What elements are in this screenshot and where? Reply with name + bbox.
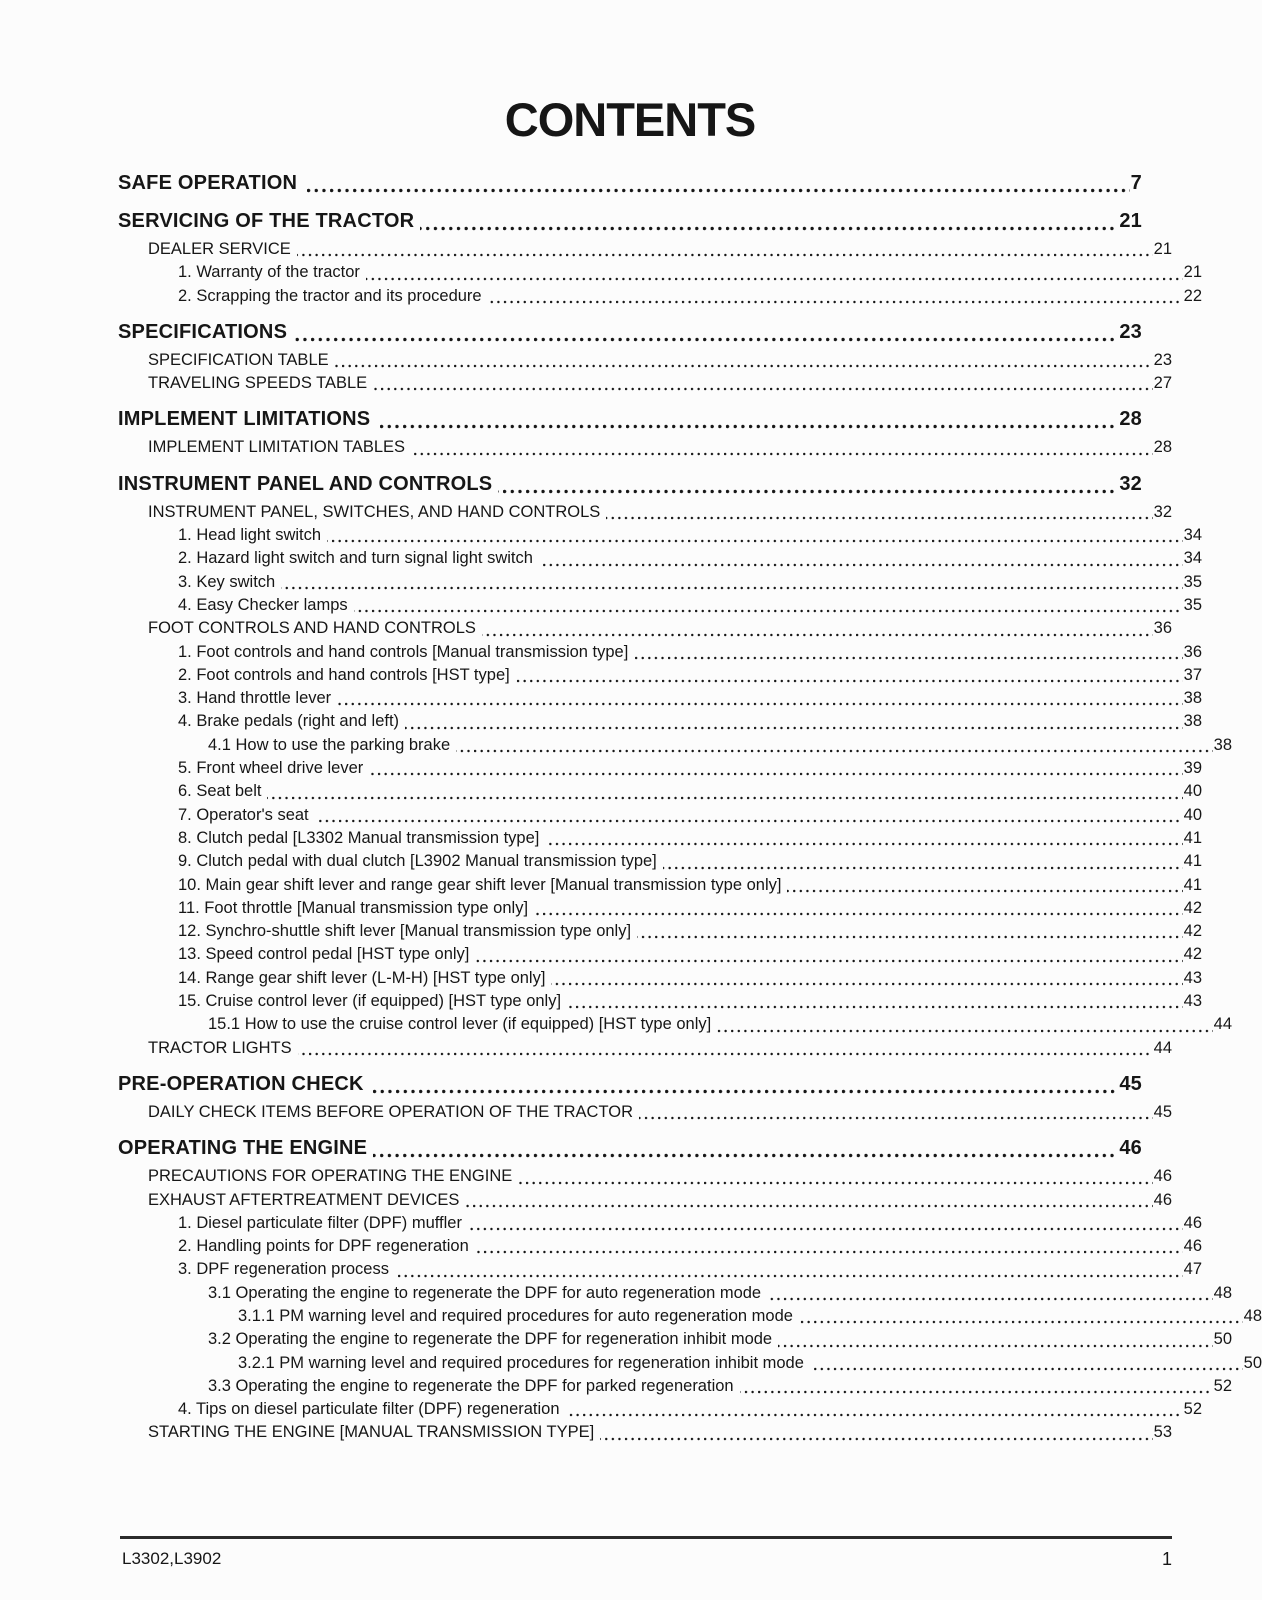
toc-entry-label: 14. Range gear shift lever (L-M-H) [HST type only] bbox=[178, 968, 546, 987]
toc-entry-label: 12. Synchro-shuttle shift lever [Manual transmission type only] bbox=[178, 922, 632, 941]
dot-leader bbox=[395, 1274, 1183, 1278]
toc-entry-label: EXHAUST AFTERTREATMENT DEVICES bbox=[148, 1190, 460, 1209]
toc-entry-row bbox=[118, 617, 1172, 640]
toc-entry-page: 21 bbox=[1153, 240, 1172, 258]
dot-leader bbox=[717, 1029, 1212, 1033]
toc-entry-row bbox=[118, 1398, 1202, 1421]
toc-entry-page: 50 bbox=[1213, 1330, 1232, 1349]
toc-entry-page: 45 bbox=[1153, 1102, 1172, 1121]
dot-leader bbox=[335, 364, 1153, 368]
toc-chapter-row bbox=[118, 319, 1142, 346]
toc-entry-label: 10. Main gear shift lever and range gear shift lever [Manual transmission type only] bbox=[178, 875, 782, 894]
toc-entry-row bbox=[118, 1165, 1172, 1188]
toc-entry-label: 11. Foot throttle [Manual transmission type only] bbox=[178, 898, 529, 917]
toc-entry-row bbox=[118, 594, 1202, 617]
toc-entry-label: DEALER SERVICE bbox=[148, 240, 291, 258]
toc-entry-label: 15.1 How to use the cruise control lever (if equipped) [HST type only] bbox=[208, 1015, 712, 1034]
dot-leader bbox=[606, 516, 1152, 520]
toc-entry-page: 35 bbox=[1183, 572, 1202, 591]
dot-leader bbox=[534, 912, 1183, 916]
toc-entry-label: IMPLEMENT LIMITATIONS bbox=[118, 408, 371, 431]
toc-entry-page: 37 bbox=[1183, 665, 1202, 684]
toc-entry-page: 27 bbox=[1153, 374, 1172, 393]
dot-leader bbox=[475, 1250, 1183, 1254]
toc-entry-label: 3.3 Operating the engine to regenerate the DPF for parked regeneration bbox=[208, 1376, 734, 1395]
dot-leader bbox=[566, 1413, 1183, 1417]
toc-entry-page: 53 bbox=[1153, 1423, 1172, 1442]
footer-divider bbox=[120, 1536, 1172, 1539]
toc-entry-label: OPERATING THE ENGINE bbox=[118, 1137, 368, 1160]
toc-entry-page: 39 bbox=[1183, 759, 1202, 778]
toc-entry-page: 46 bbox=[1119, 1137, 1142, 1160]
toc-entry-label: 4. Tips on diesel particulate filter (DPF) regeneration bbox=[178, 1400, 560, 1419]
toc-entry-row bbox=[118, 1189, 1172, 1212]
dot-leader bbox=[411, 452, 1153, 456]
toc-entry-row bbox=[118, 1282, 1232, 1305]
toc-entry-page: 42 bbox=[1183, 945, 1202, 964]
toc-entry-page: 38 bbox=[1213, 735, 1232, 754]
dot-leader bbox=[420, 226, 1118, 231]
dot-leader bbox=[468, 1227, 1183, 1231]
page-title: CONTENTS bbox=[504, 93, 756, 146]
toc-entry-page: 41 bbox=[1183, 828, 1202, 847]
toc-entry-label: DAILY CHECK ITEMS BEFORE OPERATION OF THE TRACTOR bbox=[148, 1102, 633, 1121]
toc-entry-page: 46 bbox=[1183, 1213, 1202, 1232]
dot-leader bbox=[482, 633, 1153, 637]
toc-entry-page: 46 bbox=[1183, 1237, 1202, 1256]
toc-entry-row bbox=[118, 943, 1202, 966]
dot-leader bbox=[354, 609, 1183, 613]
dot-leader bbox=[518, 1181, 1152, 1185]
toc-entry-label: INSTRUMENT PANEL AND CONTROLS bbox=[118, 472, 493, 495]
toc-entry-label: SPECIFICATIONS bbox=[118, 320, 288, 343]
toc-entry-row bbox=[118, 1328, 1232, 1351]
toc-entry-row bbox=[118, 372, 1172, 395]
toc-entry-page: 40 bbox=[1183, 805, 1202, 824]
toc-entry-page: 44 bbox=[1153, 1038, 1172, 1057]
toc-entry-row bbox=[118, 710, 1202, 733]
toc-entry-row bbox=[118, 501, 1172, 524]
dot-leader bbox=[810, 1367, 1243, 1371]
toc-entry-row bbox=[118, 897, 1202, 920]
dot-leader bbox=[366, 277, 1183, 281]
toc-entry-label: 2. Scrapping the tractor and its procedure bbox=[178, 286, 482, 305]
toc-entry-label: 4.1 How to use the parking brake bbox=[208, 735, 451, 754]
toc-chapter-row bbox=[118, 1071, 1142, 1098]
toc-entry-label: 4. Easy Checker lamps bbox=[178, 595, 348, 614]
toc-entry-row bbox=[118, 874, 1202, 897]
dot-leader bbox=[778, 1344, 1213, 1348]
toc-entry-page: 34 bbox=[1183, 549, 1202, 568]
toc-entry-row bbox=[118, 1013, 1232, 1036]
toc-entry-row bbox=[118, 664, 1202, 687]
toc-entry-label: 7. Operator's seat bbox=[178, 805, 309, 824]
toc-entry-label: 2. Hazard light switch and turn signal light switch bbox=[178, 549, 533, 568]
toc-entry-row bbox=[118, 1212, 1202, 1235]
toc-entry-page: 46 bbox=[1153, 1167, 1172, 1186]
toc-entry-row bbox=[118, 261, 1202, 284]
footer-page-number: 1 bbox=[1161, 1549, 1172, 1569]
toc-entry-row bbox=[118, 1305, 1262, 1328]
toc-entry-label: 2. Foot controls and hand controls [HST type] bbox=[178, 665, 510, 684]
toc-entry-row bbox=[118, 571, 1202, 594]
toc-entry-page: 35 bbox=[1183, 595, 1202, 614]
dot-leader bbox=[281, 586, 1182, 590]
toc-entry-label: TRAVELING SPEEDS TABLE bbox=[148, 374, 368, 393]
dot-leader bbox=[787, 889, 1182, 893]
toc-entry-page: 44 bbox=[1213, 1015, 1232, 1034]
dot-leader bbox=[303, 188, 1130, 193]
dot-leader bbox=[465, 1204, 1152, 1208]
toc-entry-row bbox=[118, 1101, 1172, 1124]
toc-entry-page: 23 bbox=[1119, 320, 1142, 343]
toc-entry-label: 1. Head light switch bbox=[178, 526, 322, 545]
toc-entry-label: 3.2.1 PM warning level and required procedures for regeneration inhibit mode bbox=[238, 1353, 804, 1372]
dot-leader bbox=[298, 1052, 1153, 1056]
toc-entry-label: 8. Clutch pedal [L3302 Manual transmission type] bbox=[178, 828, 540, 847]
toc-entry-label: 3. Hand throttle lever bbox=[178, 689, 332, 708]
dot-leader bbox=[516, 679, 1183, 683]
toc-entry-page: 28 bbox=[1153, 438, 1172, 457]
toc-entry-label: 4. Brake pedals (right and left) bbox=[178, 712, 400, 731]
toc-entry-page: 46 bbox=[1153, 1190, 1172, 1209]
toc-entry-page: 7 bbox=[1130, 172, 1142, 194]
toc-entry-row bbox=[118, 641, 1202, 664]
toc-entry-page: 48 bbox=[1213, 1283, 1232, 1302]
dot-leader bbox=[456, 749, 1212, 753]
toc-entry-label: PRE-OPERATION CHECK bbox=[118, 1072, 364, 1095]
dot-leader bbox=[267, 796, 1182, 800]
dot-leader bbox=[488, 300, 1183, 304]
dot-leader bbox=[327, 539, 1183, 543]
toc-chapter-row bbox=[118, 208, 1142, 235]
toc-entry-row bbox=[118, 547, 1202, 570]
toc-entry-label: SPECIFICATION TABLE bbox=[148, 350, 329, 369]
toc-entry-label: 3.1 Operating the engine to regenerate the DPF for auto regeneration mode bbox=[208, 1283, 762, 1302]
toc-entry-row bbox=[118, 1235, 1202, 1258]
toc-entry-row bbox=[118, 524, 1202, 547]
dot-leader bbox=[498, 489, 1118, 494]
dot-leader bbox=[740, 1390, 1213, 1394]
dot-leader bbox=[315, 819, 1183, 823]
toc-entry-row bbox=[118, 990, 1202, 1013]
toc-entry-page: 36 bbox=[1183, 642, 1202, 661]
toc-entry-row bbox=[118, 1352, 1262, 1375]
footer-model-label: L3302,L3902 bbox=[122, 1549, 222, 1568]
dot-leader bbox=[405, 726, 1183, 730]
toc-entry-page: 43 bbox=[1183, 968, 1202, 987]
toc-entry-row bbox=[118, 780, 1202, 803]
toc-entry-label: TRACTOR LIGHTS bbox=[148, 1038, 292, 1057]
toc-chapter-row bbox=[118, 170, 1142, 197]
toc-entry-label: 6. Seat belt bbox=[178, 782, 262, 801]
toc-entry-label: 3.2 Operating the engine to regenerate the DPF for regeneration inhibit mode bbox=[208, 1330, 773, 1349]
toc-entry-page: 41 bbox=[1183, 875, 1202, 894]
dot-leader bbox=[637, 935, 1183, 939]
toc-entry-label: 1. Foot controls and hand controls [Manual transmission type] bbox=[178, 642, 629, 661]
toc-chapter-row bbox=[118, 406, 1142, 433]
toc-chapter-row bbox=[118, 471, 1142, 498]
toc-entry-label: INSTRUMENT PANEL, SWITCHES, AND HAND CONTROLS bbox=[148, 502, 601, 521]
toc-chapter-row bbox=[118, 1135, 1142, 1162]
toc-entry-label: 2. Handling points for DPF regeneration bbox=[178, 1237, 469, 1256]
dot-leader bbox=[600, 1437, 1152, 1441]
toc-entry-label: 1. Diesel particulate filter (DPF) muffler bbox=[178, 1213, 462, 1232]
toc-entry-label: SERVICING OF THE TRACTOR bbox=[118, 210, 415, 232]
toc-entry-row bbox=[118, 349, 1172, 372]
toc-entry-page: 52 bbox=[1183, 1400, 1202, 1419]
dot-leader bbox=[337, 702, 1182, 706]
toc-entry-label: 13. Speed control pedal [HST type only] bbox=[178, 945, 470, 964]
toc-entry-row bbox=[118, 238, 1172, 261]
toc-entry-row bbox=[118, 285, 1202, 308]
toc-entry-row bbox=[118, 687, 1202, 710]
toc-entry-row bbox=[118, 920, 1202, 943]
toc-entry-row bbox=[118, 804, 1202, 827]
dot-leader bbox=[663, 866, 1183, 870]
toc-entry-page: 32 bbox=[1153, 502, 1172, 521]
toc-entry-page: 40 bbox=[1183, 782, 1202, 801]
toc-entry-label: IMPLEMENT LIMITATION TABLES bbox=[148, 438, 406, 457]
toc-entry-row bbox=[118, 967, 1202, 990]
dot-leader bbox=[373, 1153, 1118, 1158]
toc-entry-label: FOOT CONTROLS AND HAND CONTROLS bbox=[148, 619, 476, 638]
toc-entry-page: 32 bbox=[1119, 472, 1142, 495]
toc-entry-row bbox=[118, 436, 1172, 459]
toc-entry-row bbox=[118, 757, 1202, 780]
toc-entry-page: 42 bbox=[1183, 922, 1202, 941]
toc-entry-page: 22 bbox=[1183, 286, 1202, 305]
toc-entry-label: 3.1.1 PM warning level and required procedures for auto regeneration mode bbox=[238, 1306, 793, 1325]
toc-entry-row bbox=[118, 734, 1232, 757]
dot-leader bbox=[539, 563, 1183, 567]
toc-entry-row bbox=[118, 1421, 1172, 1444]
toc-entry-label: 1. Warranty of the tractor bbox=[178, 263, 360, 282]
toc-entry-page: 38 bbox=[1183, 712, 1202, 731]
dot-leader bbox=[293, 337, 1118, 342]
toc-entry-page: 52 bbox=[1213, 1376, 1232, 1395]
toc-entry-row bbox=[118, 1375, 1232, 1398]
toc-entry-page: 38 bbox=[1183, 689, 1202, 708]
dot-leader bbox=[376, 424, 1118, 429]
toc-entry-row bbox=[118, 1037, 1172, 1060]
dot-leader bbox=[545, 842, 1182, 846]
toc-entry-label: 3. Key switch bbox=[178, 572, 276, 591]
toc-entry-page: 43 bbox=[1183, 992, 1202, 1011]
dot-leader bbox=[373, 387, 1152, 391]
toc-entry-row bbox=[118, 827, 1202, 850]
toc-entry-row bbox=[118, 850, 1202, 873]
toc-entry-page: 28 bbox=[1119, 408, 1142, 431]
toc-entry-page: 45 bbox=[1119, 1072, 1142, 1095]
dot-leader bbox=[370, 1089, 1119, 1094]
toc-entry-label: 3. DPF regeneration process bbox=[178, 1260, 389, 1279]
toc-entry-page: 47 bbox=[1183, 1260, 1202, 1279]
toc-entry-page: 34 bbox=[1183, 526, 1202, 545]
dot-leader bbox=[369, 772, 1182, 776]
dot-leader bbox=[567, 1005, 1183, 1009]
dot-leader bbox=[634, 656, 1182, 660]
toc-entry-page: 48 bbox=[1243, 1306, 1262, 1325]
toc-entry-page: 36 bbox=[1153, 619, 1172, 638]
toc-entry-page: 42 bbox=[1183, 898, 1202, 917]
toc-entry-label: PRECAUTIONS FOR OPERATING THE ENGINE bbox=[148, 1167, 513, 1186]
toc-entry-page: 21 bbox=[1119, 210, 1142, 232]
dot-leader bbox=[475, 959, 1182, 963]
toc-entry-row bbox=[118, 1258, 1202, 1281]
toc-entry-label: 5. Front wheel drive lever bbox=[178, 759, 364, 778]
toc-entry-page: 21 bbox=[1183, 263, 1202, 282]
dot-leader bbox=[551, 982, 1182, 986]
toc-entry-page: 50 bbox=[1243, 1353, 1262, 1372]
dot-leader bbox=[799, 1320, 1243, 1324]
toc-list bbox=[118, 170, 1262, 1445]
toc-entry-label: 15. Cruise control lever (if equipped) [HST type only] bbox=[178, 992, 562, 1011]
toc-entry-page: 41 bbox=[1183, 852, 1202, 871]
dot-leader bbox=[767, 1297, 1213, 1301]
toc-entry-label: STARTING THE ENGINE [MANUAL TRANSMISSION TYPE] bbox=[148, 1423, 595, 1442]
toc-entry-label: SAFE OPERATION bbox=[118, 172, 298, 194]
toc-entry-label: 9. Clutch pedal with dual clutch [L3902 Manual transmission type] bbox=[178, 852, 657, 871]
dot-leader bbox=[297, 253, 1153, 257]
dot-leader bbox=[639, 1116, 1153, 1120]
toc-entry-page: 23 bbox=[1153, 350, 1172, 369]
